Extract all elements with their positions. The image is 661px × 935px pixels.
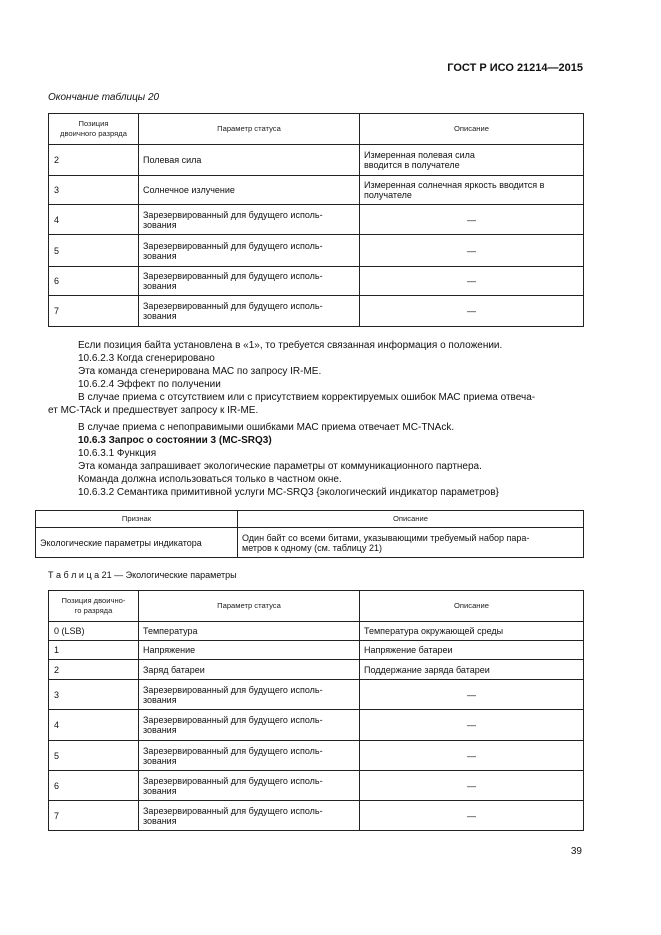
table-header-row [49, 114, 584, 145]
desc-cell: Напряжение батареи [360, 641, 584, 660]
bit-cell: 5 [49, 741, 139, 771]
section-heading: 10.6.2.4 Эффект по получении [78, 379, 221, 390]
bit-cell: 4 [49, 710, 139, 741]
table-row [49, 267, 584, 296]
bit-cell: 6 [49, 267, 139, 296]
header-status-parameter: Параметр статуса [139, 591, 360, 622]
desc-cell: — [360, 680, 584, 710]
table-row [49, 176, 584, 205]
param-cell: Напряжение [139, 641, 360, 660]
bit-cell: 2 [49, 145, 139, 176]
param-cell: Зарезервированный для будущего исполь- зования [139, 235, 360, 267]
bit-cell: 7 [49, 801, 139, 831]
section-heading-bold: 10.6.3 Запрос о состоянии 3 (MC-SRQ3) [78, 435, 272, 446]
param-cell: Заряд батареи [139, 660, 360, 680]
table-20 [48, 113, 584, 327]
header-description: Описание [360, 114, 584, 145]
bit-cell: 4 [49, 205, 139, 235]
table-header-row [36, 511, 584, 528]
desc-cell: — [360, 205, 584, 235]
param-cell: Зарезервированный для будущего исполь- зования [139, 710, 360, 741]
param-cell: Полевая сила [139, 145, 360, 176]
param-cell: Зарезервированный для будущего исполь- зования [139, 267, 360, 296]
table-row [49, 680, 584, 710]
param-cell: Температура [139, 622, 360, 641]
desc-cell: — [360, 235, 584, 267]
paragraph: Эта команда запрашивает экологические параметры от коммуникационного партнера. [78, 461, 482, 472]
desc-cell: — [360, 710, 584, 741]
param-cell: Зарезервированный для будущего исполь- зования [139, 801, 360, 831]
desc-cell: Поддержание заряда батареи [360, 660, 584, 680]
table-row [49, 145, 584, 176]
table-row [49, 641, 584, 660]
bit-cell: 2 [49, 660, 139, 680]
table-row [49, 235, 584, 267]
desc-cell: Температура окружающей среды [360, 622, 584, 641]
paragraph: В случае приема с непоправимыми ошибками МАС приема отвечает MC-TNAck. [78, 422, 455, 433]
table-row [49, 741, 584, 771]
table-row [49, 296, 584, 327]
table-row [49, 622, 584, 641]
document-header: ГОСТ Р ИСО 21214—2015 [447, 62, 583, 74]
table-row [49, 771, 584, 801]
header-bit-position: Позиция двоичного разряда [49, 114, 139, 145]
bit-cell: 1 [49, 641, 139, 660]
bit-cell: 3 [49, 176, 139, 205]
table-row [49, 205, 584, 235]
semantics-table [35, 510, 584, 558]
table-row [49, 710, 584, 741]
desc-cell: — [360, 801, 584, 831]
bit-cell: 3 [49, 680, 139, 710]
desc-cell: — [360, 267, 584, 296]
paragraph: Команда должна использоваться только в частном окне. [78, 474, 342, 485]
attribute-cell: Экологические параметры индикатора [36, 528, 238, 558]
header-bit-position: Позиция двоично- го разряда [49, 591, 139, 622]
table-row [49, 801, 584, 831]
param-cell: Зарезервированный для будущего исполь- зования [139, 741, 360, 771]
table-21 [48, 590, 584, 831]
desc-cell: Один байт со всеми битами, указывающими требуемый набор пара- метров к одному (см. таблицу 21) [238, 528, 584, 558]
desc-cell: — [360, 771, 584, 801]
param-cell: Зарезервированный для будущего исполь- зования [139, 296, 360, 327]
param-cell: Зарезервированный для будущего исполь- зования [139, 680, 360, 710]
bit-cell: 7 [49, 296, 139, 327]
desc-cell: Измеренная солнечная яркость вводится в получателе [360, 176, 584, 205]
param-cell: Солнечное излучение [139, 176, 360, 205]
table20-continuation-label: Окончание таблицы 20 [48, 92, 160, 103]
param-cell: Зарезервированный для будущего исполь- зования [139, 771, 360, 801]
desc-cell: Измеренная полевая сила вводится в получателе [360, 145, 584, 176]
page-number: 39 [570, 846, 582, 857]
section-heading: 10.6.2.3 Когда сгенерировано [78, 353, 215, 364]
table-header-row [49, 591, 584, 622]
table-row [36, 528, 584, 558]
table-row [49, 660, 584, 680]
section-heading: 10.6.3.1 Функция [78, 448, 157, 459]
bit-cell: 5 [49, 235, 139, 267]
param-cell: Зарезервированный для будущего исполь- зования [139, 205, 360, 235]
header-attribute: Признак [36, 511, 238, 528]
header-status-parameter: Параметр статуса [139, 114, 360, 145]
header-description: Описание [360, 591, 584, 622]
section-heading: 10.6.3.2 Семантика примитивной услуги MC-SRQ3 {экологический индикатор параметров} [78, 487, 499, 498]
paragraph: В случае приема с отсутствием или с присутствием корректируемых ошибок МАС приема отвеча- [78, 392, 536, 403]
desc-cell: — [360, 741, 584, 771]
header-description: Описание [238, 511, 584, 528]
bit-cell: 6 [49, 771, 139, 801]
table21-caption: Т а б л и ц а 21 — Экологические параметры [48, 570, 237, 580]
desc-cell: — [360, 296, 584, 327]
paragraph: ет MC-TAck и предшествует запросу к IR-ME. [48, 405, 259, 416]
paragraph: Если позиция байта установлена в «1», то требуется связанная информация о положении. [78, 340, 503, 351]
bit-cell: 0 (LSB) [49, 622, 139, 641]
paragraph: Эта команда сгенерирована МАС по запросу IR-ME. [78, 366, 322, 377]
